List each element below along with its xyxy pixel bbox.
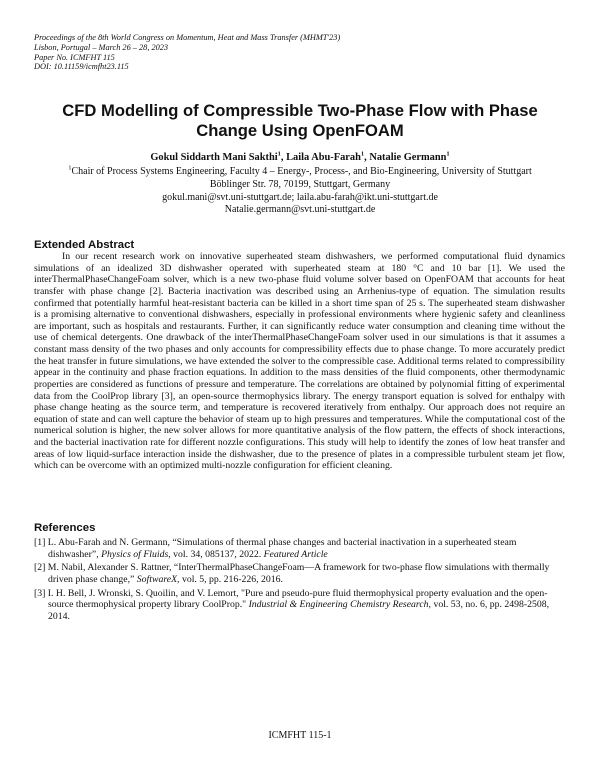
author-affil-mark: 1	[446, 150, 450, 158]
reference-text: [2] M. Nabil, Alexander S. Rattner, “InterThermalPhaseChangeFoam—A framework for two-phase flow simulations with thermally driven phase change,”	[34, 562, 550, 585]
reference-item	[34, 562, 565, 585]
header-line-location: Lisbon, Portugal – March 26 – 28, 2023	[34, 42, 169, 52]
header-line-paper-no: Paper No. ICMFHT 115	[34, 52, 115, 62]
page-footer: ICMFHT 115-1	[268, 730, 332, 741]
reference-text: [3] I. H. Bell, J. Wronski, S. Quoilin, and V. Lemort, "Pure and pseudo-pure fluid thermophysical property evaluation and the open-source thermophysical property library CoolProp."	[34, 587, 548, 611]
affiliation-block	[30, 166, 570, 217]
reference-item	[34, 537, 565, 560]
abstract-heading: Extended Abstract	[34, 239, 135, 251]
author-affil-mark: 1	[360, 150, 365, 158]
header-line-conference: Proceedings of the 8th World Congress on Momentum, Heat and Mass Transfer (MHMT'23)	[34, 33, 341, 42]
reference-text: [1] L. Abu-Farah and N. Germann, “Simulations of thermal phase changes and bacterial inactivation in a superheated steam dishwasher”,	[34, 537, 517, 560]
author-name: Gokul Siddarth Mani Sakthi	[150, 152, 278, 163]
author-separator: ,	[280, 152, 287, 163]
author-name: Natalie Germann	[369, 152, 447, 163]
reference-journal: Industrial & Engineering Chemistry Research,	[248, 599, 431, 611]
reference-journal: Physics of Fluids,	[101, 548, 171, 560]
author-separator: ,	[364, 152, 370, 163]
paper-title: CFD Modelling of Compressible Two-Phase Flow with Phase Change Using OpenFOAM	[62, 101, 538, 140]
header-line-doi: DOI: 10.11159/icmfht23.115	[34, 62, 129, 72]
author-list	[30, 152, 570, 163]
affil-mark: 1	[68, 164, 72, 172]
affiliation-address: Böblinger Str. 78, 70199, Stuttgart, Germany	[209, 178, 391, 190]
reference-item	[34, 588, 565, 623]
proceedings-header	[34, 33, 454, 72]
affiliation-email-2: Natalie.germann@svt.uni-stuttgart.de	[224, 204, 376, 216]
author-name: Laila Abu-Farah	[286, 152, 361, 163]
references-heading: References	[34, 522, 96, 534]
affiliation-emails: gokul.mani@svt.uni-stuttgart.de; laila.abu-farah@ikt.uni-stuttgart.de	[162, 191, 438, 203]
reference-note: Featured Article	[263, 548, 328, 560]
reference-details: vol. 53, no. 6, pp. 2498-2508, 2014.	[48, 599, 550, 622]
reference-journal: SoftwareX,	[136, 573, 180, 585]
affiliation-text: Chair of Process Systems Engineering, Faculty 4 – Energy-, Process-, and Bio-Engineering, University of Stuttgart	[71, 166, 532, 177]
author-affil-mark: 1	[277, 150, 281, 158]
abstract-body: In our recent research work on innovative superheated steam dishwashers, we performed computational fluid dynamics simulations of an idealized 3D dishwasher operated with superheated steam at 180 °C and 10 bar [1]. We used the interThermalPhaseChangeFoam solver, which is a new two-phase fluid volume solver based on OpenFOAM that accounts for heat transfer with phase change [2]. Bacteria inactivation was described using an Arrhenius-type of equation. The simulation results confirmed that potentially harmful heat-resistant bacteria can be killed in a short time span of 25 s. The superheated steam dishwasher is a promising alternative to conventional dishwashers, especially in professional environments where hygienic safety and cleanliness are important, such as hospitals and restaurants. Further, it can significantly reduce water consumption and cleaning time without the use of chemical detergents. One drawback of the interThermalPhaseChangeFoam solver used in our simulations is that it assumes a constant mass density of the two phases and only accounts for compressibility effects due to phase change. To more accurately predict the heat transfer in future simulations, we have extended the solver to the compressible case. Additional terms related to compressibility appear in the continuity and phase fraction equations. In addition to the mass densities of the fluid components, other thermodynamic properties are considered as functions of pressure and temperature. The correlations are obtained by polynomial fitting of experimental data from the CoolProp library [3], an open-source thermophysics library. The energy transport equation is solved for enthalpy with phase change heating as the source term, and temperature is recovered iteratively from enthalpy. Our approach does not require an equation of state and can well capture the behavior of steam up to high pressures and temperatures. While the computational cost of the numerical solution is higher, the new solver allows for more quantitative analysis of the flow pattern, the effects of shock interactions, and the bacterial inactivation rate for different nozzle configurations. This study will help to identify the zones of low heat transfer and areas of low liquid-surface interaction inside the dishwasher, due to the presence of plates in a compressible turbulent steam jet flow, which can be overcome with an optimized multi-nozzle configuration for efficient cleaning.	[34, 251, 565, 472]
reference-details: vol. 34, 085137, 2022.	[170, 548, 264, 560]
reference-details: vol. 5, pp. 216-226, 2016.	[179, 573, 283, 585]
reference-list	[34, 537, 565, 624]
affiliation-line	[30, 166, 570, 179]
